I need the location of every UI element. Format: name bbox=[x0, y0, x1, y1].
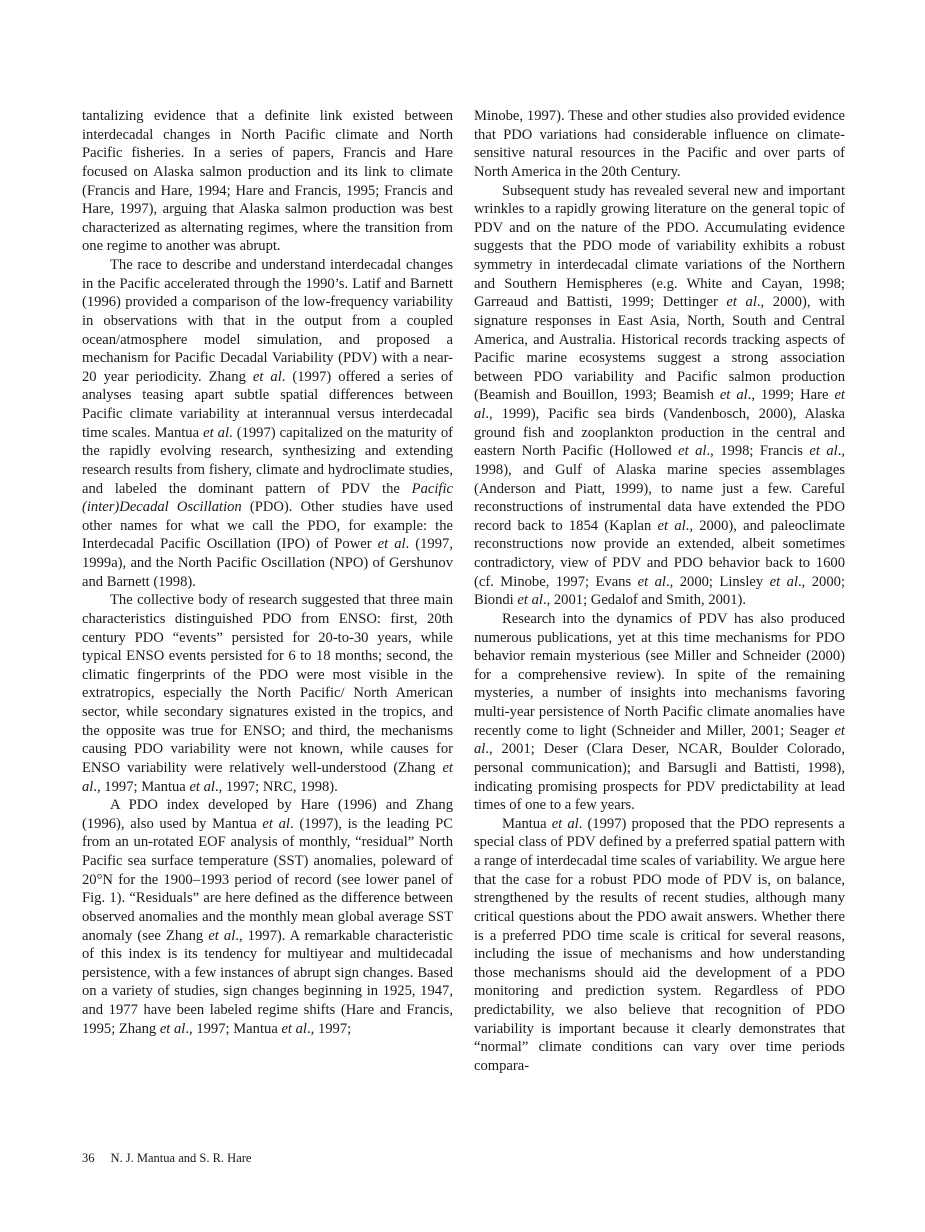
italic-text: et al bbox=[203, 424, 230, 441]
paragraph-text: The race to describe and understand interdecadal changes in the Pacific accelerated through the 1990’s. Latif and Barnett (1996) provided a comparison of the low-frequency variability in observations with that in the output from a coupled ocean/atmosphere model simulation, and proposed a mechanism for Pacific Decadal Variability (PDV) with a near-20 year periodicity. Zhang bbox=[82, 257, 453, 385]
paragraph-text: ., 1999; Hare bbox=[747, 387, 835, 404]
italic-text: Pacific (inter)Decadal Oscillation bbox=[82, 480, 453, 516]
paragraph bbox=[82, 796, 453, 1038]
paragraph-text: Minobe, 1997). These and other studies also provided evidence that PDO variations had considerable influence on climate-sensitive natural resources in the Pacific and over parts of North America in the 20th Century. bbox=[474, 108, 845, 180]
italic-text: et al bbox=[809, 443, 838, 460]
paragraph-text: . (1997) capitalized on the maturity of the rapidly evolving research, synthesizing and extending research results from fishery, climate and hydroclimate studies, and labeled the dominant pattern of PDV the bbox=[82, 424, 453, 497]
paragraph bbox=[474, 610, 845, 815]
italic-text: et al bbox=[517, 592, 543, 609]
italic-text: et al bbox=[252, 368, 282, 385]
paragraph-text: ., 1997; Mantua bbox=[185, 1020, 282, 1037]
paragraph-text: ., 1997; Mantua bbox=[93, 778, 190, 795]
page-footer bbox=[82, 1150, 251, 1166]
paragraph bbox=[474, 107, 845, 182]
paragraph-text: ., 1998), and Gulf of Alaska marine species assemblages (Anderson and Piatt, 1999), to name just a few. Careful reconstructions of instrumental data have extended the PDO record back to 1854 (Kaplan bbox=[474, 443, 845, 534]
italic-text: et al bbox=[657, 517, 686, 534]
italic-text: et al bbox=[551, 815, 579, 832]
paragraph-text: ., 2001; Gedalof and Smith, 2001). bbox=[542, 592, 747, 609]
italic-text: et al bbox=[637, 573, 666, 590]
italic-text: et al bbox=[281, 1020, 307, 1037]
paragraph bbox=[474, 182, 845, 610]
italic-text: et al bbox=[726, 294, 757, 311]
paragraph-text: Mantua bbox=[502, 815, 552, 832]
italic-text: et al bbox=[474, 722, 845, 758]
page-number: 36 bbox=[82, 1151, 95, 1165]
left-text-column bbox=[82, 107, 453, 1038]
paragraph-text: ., 1999), Pacific sea birds (Vandenbosch, 2000), Alaska ground fish and zooplankton production in the central and eastern North Pacific (Hollowed bbox=[474, 406, 845, 460]
paragraph-text: ., 2000; Biondi bbox=[474, 573, 845, 609]
paragraph-text: ., 1997; NRC, 1998). bbox=[214, 778, 338, 795]
running-authors: N. J. Mantua and S. R. Hare bbox=[110, 1151, 252, 1165]
italic-text: et al bbox=[262, 815, 290, 832]
paragraph-text: A PDO index developed by Hare (1996) and Zhang (1996), also used by Mantua bbox=[82, 797, 453, 832]
paragraph-text: ., 2000; Linsley bbox=[665, 573, 770, 590]
paragraph-text: ., 1998; Francis bbox=[706, 443, 810, 460]
paragraph-text: . (1997) proposed that the PDO represents a special class of PDV defined by a preferred spatial pattern with a range of interdecadal time scales of variability. We argue here that the case for a robust PDO mode of PDV is, on balance, strengthened by the results of recent studies, although many critical questions about the PDO await answers. Whether there is a preferred PDO time scale is critical for several reasons, including the issue of mechanisms and how understanding those mechanisms should aid the development of a PDO monitoring and prediction system. Regardless of PDO predictability, we also believe that recognition of PDO variability is important because it clearly demonstrates that “normal” climate conditions can vary over time periods compara- bbox=[474, 815, 845, 1074]
italic-text: et al bbox=[678, 443, 707, 460]
paragraph-text: tantalizing evidence that a definite link existed between interdecadal changes in North Pacific climate and North Pacific fisheries. In a series of papers, Francis and Hare focused on Alaska salmon production and its link to climate (Francis and Hare, 1994; Hare and Francis, 1995; Francis and Hare, 1997), arguing that Alaska salmon production was best characterized as alternating regimes, where the transition from one regime to another was abrupt. bbox=[82, 108, 453, 255]
paragraph-text: (PDO). Other studies have used other names for what we call the PDO, for example: the Interdecadal Pacific Oscillation (IPO) of Power bbox=[82, 499, 453, 553]
paragraph-text: Subsequent study has revealed several new and important wrinkles to a rapidly growing literature on the general topic of PDV and on the nature of the PDO. Accumulating evidence suggests that the PDO mode of variability exhibits a robust symmetry in interdecadal climate variations of the Northern and Southern Hemispheres (e.g. White and Cayan, 1998; Garreaud and Battisti, 1999; Dettinger bbox=[474, 182, 845, 311]
paragraph-text: Research into the dynamics of PDV has also produced numerous publications, yet at this time mechanisms for PDO behavior remain mysterious (see Miller and Schneider (2000) for a comprehensive review). In spite of the remaining mysteries, a number of insights into mechanisms favoring multi-year persistence of North Pacific climate anomalies have recently come to light (Schneider and Miller, 2001; Seager bbox=[474, 610, 845, 739]
italic-text: et al bbox=[377, 536, 406, 553]
paragraph-text: ., 1997; bbox=[307, 1020, 352, 1037]
paragraph-text: ., 2001; Deser (Clara Deser, NCAR, Boulder Colorado, personal communication); and Barsugli and Battisti, 1998), indicating promising prospects for PDV predictability at lead times of one to a few years. bbox=[474, 741, 845, 814]
paragraph-text: . (1997, 1999a), and the North Pacific Oscillation (NPO) of Gershunov and Barnett (1998). bbox=[82, 536, 453, 590]
italic-text: et al bbox=[769, 573, 798, 590]
paragraph bbox=[82, 256, 453, 591]
italic-text: et al bbox=[159, 1020, 186, 1037]
paragraph-text: ., 2000), and paleoclimate reconstructions now provide an extended, albeit sometimes contradictory, view of PDV and PDO behavior back to 1600 (cf. Minobe, 1997; Evans bbox=[474, 517, 845, 590]
italic-text: et al bbox=[82, 759, 453, 795]
paragraph-text: . (1997), is the leading PC from an un-rotated EOF analysis of monthly, “residual” North Pacific sea surface temperature (SST) anomalies, poleward of 20°N for the 1900–1993 period of record (see lower panel of Fig. 1). “Residuals” are here defined as the difference between observed anomalies and the monthly mean global average SST anomaly (see Zhang bbox=[82, 815, 453, 944]
paragraph-text: ., 1997). A remarkable characteristic of this index is its tendency for multiyear and multidecadal persistence, with a few instances of abrupt sign changes. Based on a variety of studies, sign changes beginning in 1925, 1947, and 1977 have been labeled regime shifts (Hare and Francis, 1995; Zhang bbox=[82, 927, 453, 1037]
italic-text: et al bbox=[719, 387, 748, 404]
italic-text: et al bbox=[189, 778, 215, 795]
italic-text: et al bbox=[208, 927, 236, 944]
paragraph bbox=[82, 591, 453, 796]
paragraph-text: ., 2000), with signature responses in East Asia, North, South and Central America, and Australia. Historical records tracking aspects of Pacific marine ecosystems suggest a strong association between PDO variability and Pacific salmon production (Beamish and Bouillon, 1993; Beamish bbox=[474, 294, 845, 404]
paragraph bbox=[82, 107, 453, 256]
paragraph bbox=[474, 815, 845, 1076]
right-text-column bbox=[474, 107, 845, 1076]
paragraph-text: . (1997) offered a series of analyses teasing apart subtle spatial differences between Pacific climate variability at interannual versus interdecadal time scales. Mantua bbox=[82, 368, 453, 441]
italic-text: et al bbox=[474, 387, 845, 422]
paragraph-text: The collective body of research suggested that three main characteristics distinguished PDO from ENSO: first, 20th century PDO “events” persisted for 20-to-30 years, while typical ENSO events persisted for 6 to 18 months; second, the climatic fingerprints of the PDO were most visible in the extratropics, especially the North Pacific/ North American sector, while secondary signatures existed in the tropics, and the opposite was true for ENSO; and third, the mechanisms causing PDO variability were not known, while causes for ENSO variability were relatively well-understood (Zhang bbox=[82, 592, 453, 776]
